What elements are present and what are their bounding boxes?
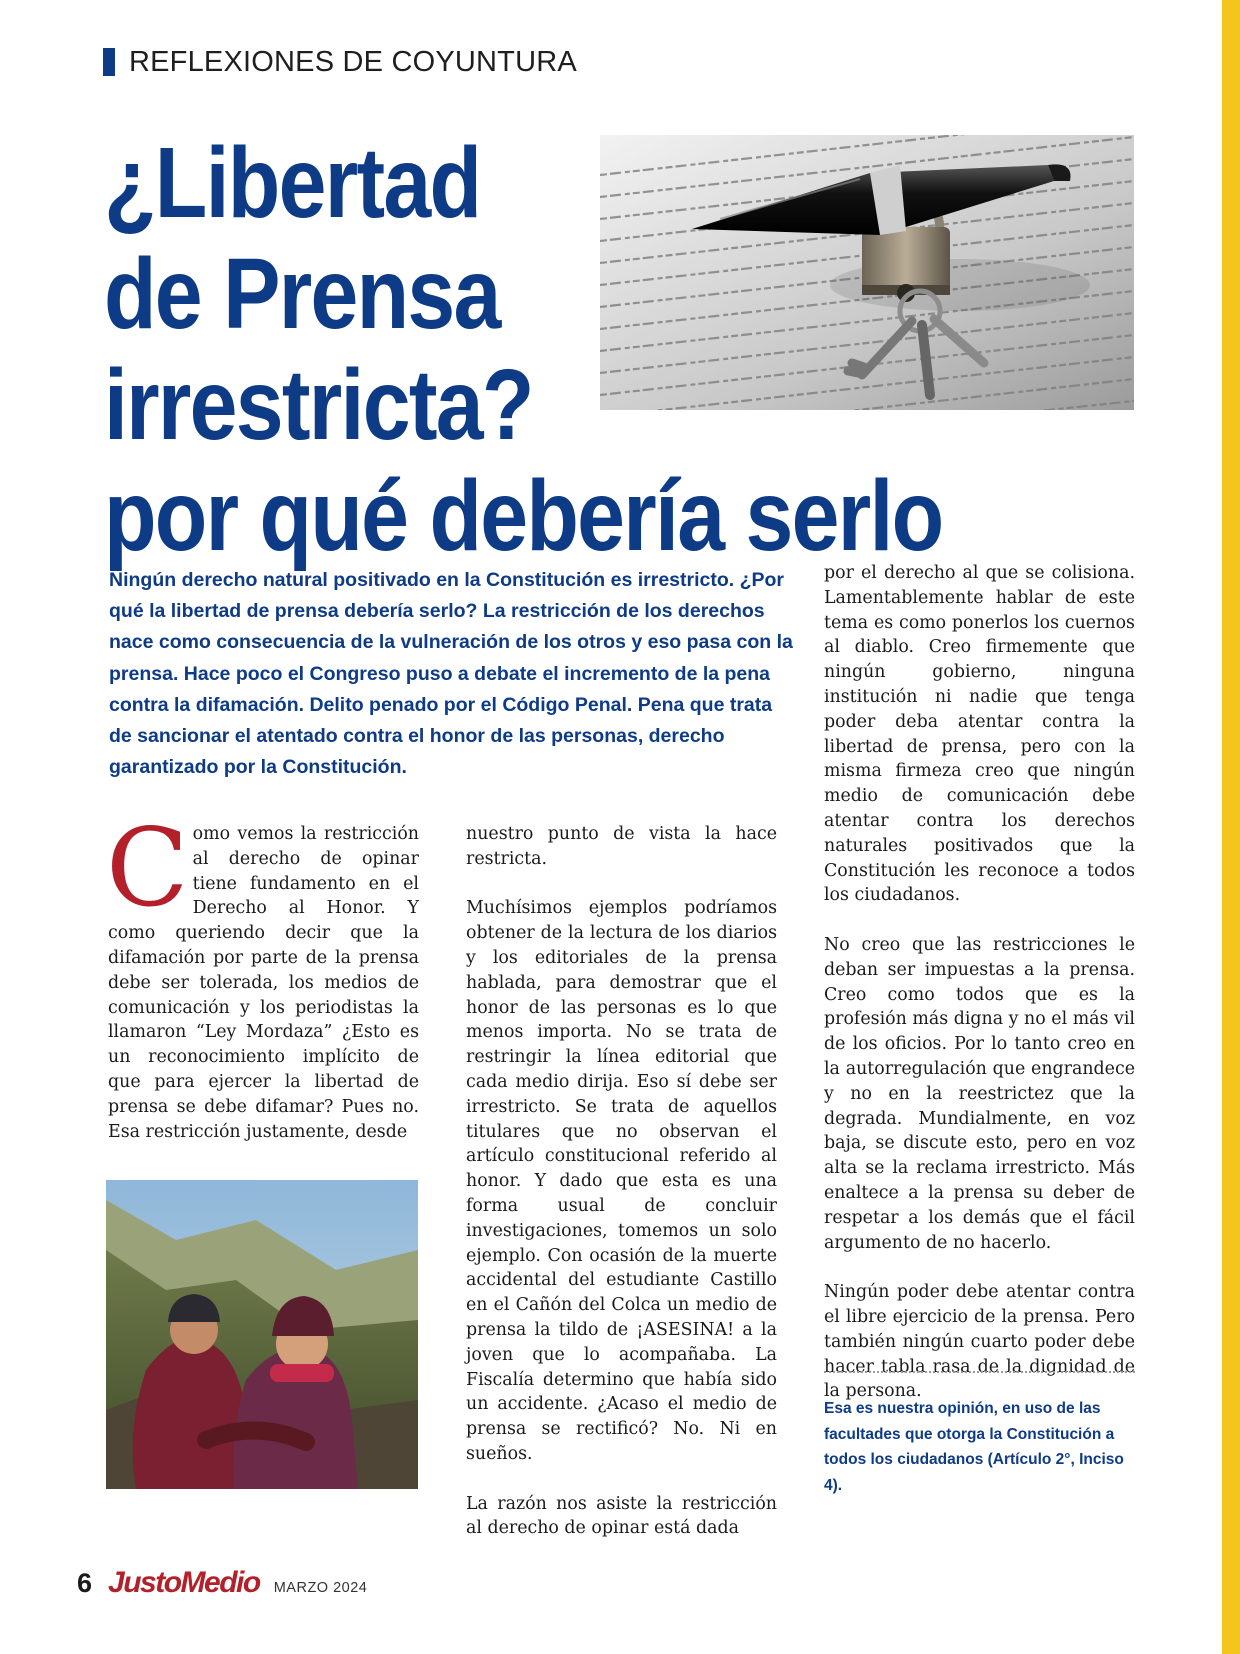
paragraph: omo vemos la restricción al derecho de opinar tiene fundamento en el Derecho al Honor. Y como queriendo decir que la difamación por parte de la prensa debe ser tolerada, los medios de comunicación y los periodistas la llamaron “Ley Mordaza” ¿Esto es un reconocimiento implícito de que para ejercer la libertad de prensa se debe difamar? Pues no. Esa restricción justamente, desde — [108, 824, 419, 1142]
closing-note: Esa es nuestra opinión, en uso de las facultades que otorga la Constitución a todos los ciudadanos (Artículo 2°, Inciso 4). — [824, 1400, 1124, 1494]
article-column-1 — [106, 806, 419, 1169]
issue-date: MARZO 2024 — [273, 1580, 368, 1596]
page-footer — [77, 1566, 367, 1600]
paragraph: nuestro punto de vista la hace restricta. — [466, 824, 777, 869]
page-edge-strip — [1222, 0, 1240, 1654]
magazine-logo — [108, 1566, 260, 1600]
section-label: REFLEXIONES DE COYUNTURA — [129, 46, 577, 78]
logo-medio: Medio — [180, 1566, 260, 1599]
article-column-2 — [466, 822, 777, 1566]
headline-line-1: ¿Libertad — [104, 127, 481, 239]
paragraph: Muchísimos ejemplos podríamos obtener de la lectura de los diarios y los editoriales de la prensa hablada, para demostrar que el honor de las personas es lo que menos importa. No se trata de restringir la línea editorial que cada medio dirija. Eso sí debe ser irrestricto. Se trata de aquellos titulares que no observan el artículo constitucional referido al honor. Y dado que esta es una forma usual de concluir investigaciones, tomemos un solo ejemplo. Con ocasión de la muerte accidental del estudiante Castillo en el Cañón del Colca un medio de prensa la tildo de ¡ASESINA! a la joven que lo acompañaba. La Fiscalía determino que había sido un accidente. ¿Acaso el medio de prensa se rectificó? No. Ni en sueños. — [466, 898, 777, 1464]
pen-padlock-keys-photo — [600, 135, 1134, 410]
page-number: 6 — [77, 1568, 93, 1598]
paragraph: La razón nos asiste la restricción al derecho de opinar está dada — [466, 1493, 777, 1539]
article-lead: Ningún derecho natural positivado en la Constitución es irrestricto. ¿Por qué la libertad de prensa debería serlo? La restricción de los derechos nace como consecuencia de la vulneración de los otros y eso pasa con la prensa. Hace poco el Congreso puso a debate el incremento de la pena contra la difamación. Delito penado por el Código Penal. Pena que trata de sancionar el atentado contra el honor de las personas, derecho garantizado por la Constitución. — [109, 569, 793, 779]
section-marker — [103, 48, 115, 76]
couple-mountain-photo — [106, 1180, 418, 1489]
article-column-3 — [824, 561, 1135, 1429]
headline-line-4: por qué debería serlo — [104, 460, 943, 572]
paragraph: No creo que las restricciones le deban ser impuestas a la prensa. Creo como todos que es la profesión más digna y no el más vil de los oficios. Por lo tanto creo en la autorregulación que engrandece y no en la reestrictez que la degrada. Mundialmente, en voz baja, se discute esto, pero en voz alta se la reclama irrestricto. Más enaltece a la prensa su deber de respetar a los demás que el fácil argumento de no hacerlo. — [824, 934, 1135, 1253]
dropcap: C — [106, 806, 189, 931]
headline-line-3: irrestricta? — [104, 349, 533, 461]
dotted-divider — [824, 1371, 1135, 1373]
headline-line-2: de Prensa — [104, 238, 500, 350]
paragraph: por el derecho al que se colisiona. Lamentablemente hablar de este tema es como ponerlos los cuernos al diablo. Creo firmemente que ningún gobierno, ninguna institución ni nadie que tenga poder deba atentar contra la libertad de prensa, pero con la misma firmeza creo que ningún medio de comunicación debe atentar contra los derechos naturales positivados que la Constitución les reconoce a todos los ciudadanos. — [824, 563, 1135, 906]
paragraph: Ningún poder debe atentar contra el libre ejercicio de la prensa. Pero también ningún cuarto poder debe hacer tabla rasa de la dignidad de la persona. — [824, 1282, 1135, 1402]
logo-justo: Justo — [108, 1566, 181, 1599]
